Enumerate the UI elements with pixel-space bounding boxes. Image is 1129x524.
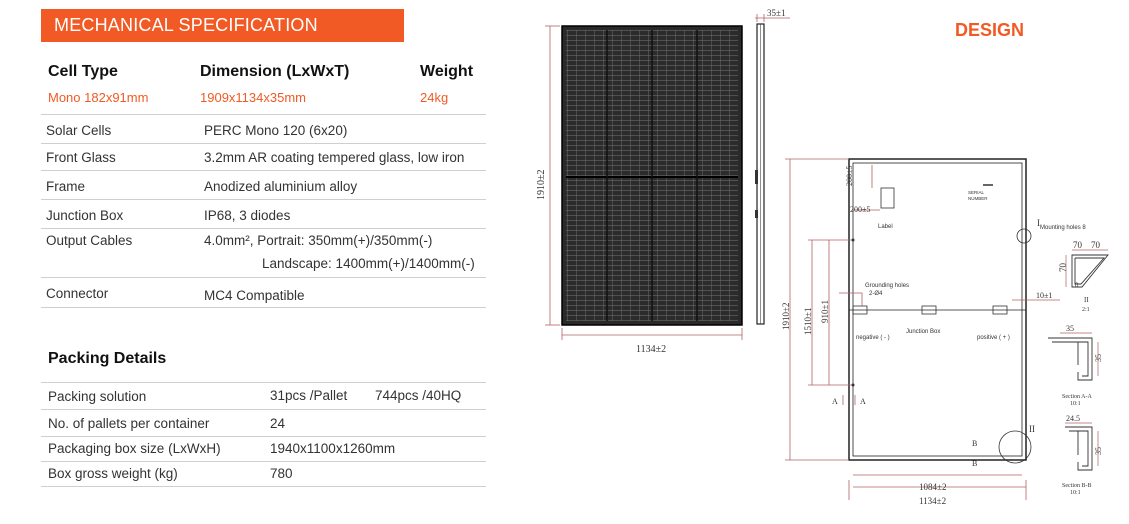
section-A-drawing [1048, 338, 1092, 380]
packing-value-pallet: 31pcs /Pallet [270, 388, 348, 403]
packing-value-pallets: 24 [270, 416, 286, 431]
packing-label-box-size: Packaging box size (LxWxH) [48, 441, 221, 456]
weight-header: Weight [420, 63, 474, 80]
front-view-panel [562, 26, 742, 325]
back-grounding-text: Grounding holes [865, 283, 910, 289]
back-height-910: 910±1 [820, 300, 830, 323]
back-serial-text: SERIAL [968, 190, 985, 195]
section-A-height: 35 [1094, 354, 1103, 362]
section-A-scale: 10:1 [1070, 401, 1081, 407]
mechanical-spec-banner: MECHANICAL SPECIFICATION [41, 9, 404, 42]
back-positive-text: positive ( + ) [977, 335, 1010, 341]
section-B-caption: Section B-B [1062, 483, 1092, 489]
spec-value-frame: Anodized aluminium alloy [204, 179, 358, 194]
back-mark-A-left: A [832, 397, 838, 406]
section-B-height: 35 [1094, 447, 1103, 455]
back-label-text: Label [878, 224, 893, 230]
back-number-text: NUMBER [968, 196, 988, 201]
back-dim-200-horizontal: 200±5 [850, 205, 871, 214]
back-grounding-holes-text: 2-Ø4 [869, 291, 883, 297]
design-title: DESIGN [955, 20, 1025, 40]
section-B-drawing [1065, 427, 1092, 470]
back-mark-B-top: B [972, 439, 978, 448]
detail-zero: 0 [1075, 283, 1079, 289]
dimension-header: Dimension (LxWxT) [200, 63, 350, 80]
back-dim-200-vertical: 200±5 [845, 165, 854, 186]
weight-value: 24kg [420, 90, 449, 105]
back-mark-II: II [1029, 424, 1035, 434]
spec-value-front-glass: 3.2mm AR coating tempered glass, low iron [204, 150, 465, 165]
detail-dim-70-left: 70 [1058, 263, 1068, 272]
packing-value-box-size: 1940x1100x1260mm [270, 441, 396, 456]
packing-value-gross-weight: 780 [270, 466, 293, 481]
packing-details-title: Packing Details [48, 350, 167, 367]
back-height-1510: 1510±1 [803, 307, 813, 335]
back-mounting-text: Mounting holes 8 [1040, 225, 1086, 231]
back-mark-I: I [1037, 218, 1040, 228]
detail-dim-70-top-right: 70 [1091, 240, 1100, 250]
back-view-panel [849, 159, 1031, 463]
back-dim-10: 10±1 [1036, 291, 1053, 300]
section-B-width: 24.5 [1066, 414, 1080, 423]
back-negative-text: negative ( - ) [856, 335, 890, 341]
spec-label-frame: Frame [46, 179, 86, 194]
spec-value-junction-box: IP68, 3 diodes [204, 208, 291, 223]
detail-scale: 2:1 [1082, 307, 1090, 313]
dimension-value: 1909x1134x35mm [200, 90, 306, 105]
packing-label-pallets: No. of pallets per container [48, 416, 210, 431]
section-A-width: 35 [1066, 324, 1074, 333]
spec-value-output-cables: 4.0mm², Portrait: 350mm(+)/350mm(-) [204, 233, 433, 248]
back-mark-A-right: A [860, 397, 866, 406]
back-mark-B-bottom: B [972, 459, 978, 468]
spec-label-front-glass: Front Glass [46, 150, 116, 165]
cell-type-value: Mono 182x91mm [48, 90, 149, 105]
section-B-scale: 10:1 [1070, 490, 1081, 496]
detail-dim-70-top-left: 70 [1073, 240, 1082, 250]
back-width-1084: 1084±2 [919, 482, 947, 492]
spec-label-junction-box: Junction Box [46, 208, 124, 223]
spec-label-connector: Connector [46, 286, 109, 301]
packing-label-solution: Packing solution [48, 389, 147, 404]
spec-value-solar-cells: PERC Mono 120 (6x20) [204, 123, 348, 138]
side-view-frame [755, 14, 790, 324]
spec-value-output-cables-landscape: Landscape: 1400mm(+)/1400mm(-) [262, 256, 475, 271]
detail-II-label: II [1084, 296, 1089, 304]
back-width-1134: 1134±2 [919, 496, 947, 506]
back-height-1910: 1910±2 [781, 302, 791, 330]
back-junction-text: Junction Box [906, 329, 941, 335]
spec-label-output-cables: Output Cables [46, 233, 133, 248]
cell-type-header: Cell Type [48, 63, 118, 80]
front-height-dim: 1910±2 [536, 169, 547, 200]
spec-value-connector: MC4 Compatible [204, 288, 305, 303]
front-width-dim: 1134±2 [636, 344, 667, 355]
side-thickness-dim: 35±1 [767, 8, 786, 18]
spec-label-solar-cells: Solar Cells [46, 123, 112, 138]
packing-value-container: 744pcs /40HQ [375, 388, 462, 403]
section-A-caption: Section A-A [1062, 394, 1092, 400]
packing-label-gross-weight: Box gross weight (kg) [48, 466, 178, 481]
